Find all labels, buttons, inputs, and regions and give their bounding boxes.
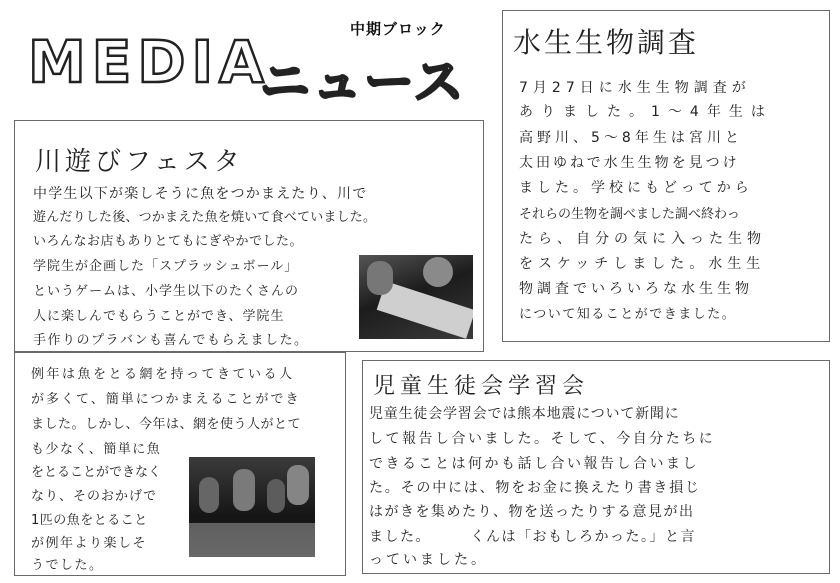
kawa-asobi-article — [14, 120, 484, 352]
fishing-photo — [189, 457, 315, 557]
kawa-asobi-line: 人に楽しんでもらうことができ、学院生 — [33, 309, 285, 324]
fishing-line: が例年より楽しそ — [31, 536, 148, 551]
jidou-line: っていました。 — [369, 552, 488, 568]
suisei-line: たら、自分の気に入った生物 — [519, 231, 766, 247]
fishing-line: も少なく、簡単に魚 — [31, 442, 162, 457]
masthead — [14, 14, 476, 110]
fishing-line: 例年は魚をとる網を持ってきている人 — [31, 367, 295, 382]
suisei-line: ました。学校にもどってから — [519, 180, 753, 196]
masthead-title-latin: MEDIA — [28, 28, 270, 96]
suisei-line: 物調査でいろいろな水生生物 — [519, 281, 753, 297]
jidou-title: 児童生徒会学習会 — [373, 374, 590, 399]
fishing-line: をとることができなく — [31, 465, 162, 480]
jidou-article — [362, 360, 830, 574]
splash-ball-photo — [359, 255, 473, 339]
kawa-asobi-line: 遊んだりした後、つかまえた魚を焼いて食べていました。 — [33, 210, 377, 225]
kawa-asobi-line: 手作りのプラバンも喜んでもらえました。 — [33, 333, 309, 348]
fishing-article — [14, 352, 346, 576]
suisei-line: 7月27日に水生生物調査が — [519, 80, 751, 96]
suisei-article — [502, 10, 830, 342]
jidou-line: できることは何かも話し合い報告し合いまし — [369, 456, 699, 472]
masthead-title-kana: ニュース — [260, 53, 466, 111]
kawa-asobi-line: いろんなお店もありとてもにぎやかでした。 — [33, 234, 304, 249]
suisei-line: をスケッチしました。水生生 — [519, 256, 766, 272]
suisei-line: 太田ゆねで水生生物を見つけ — [519, 155, 740, 171]
suisei-line: ありました。1〜4年生は — [519, 104, 773, 120]
kawa-asobi-line: 中学生以下が楽しそうに魚をつかまえたり、川で — [33, 186, 368, 202]
fishing-line: なり、そのおかげで — [31, 489, 158, 504]
jidou-line: 児童生徒会学習会では熊本地震について新聞に — [369, 406, 680, 422]
kawa-asobi-title: 川遊びフェスタ — [35, 147, 244, 177]
fishing-line: ました。しかし、今年は、網を使う人がとて — [31, 417, 302, 432]
block-label: 中期ブロック — [350, 20, 446, 38]
kawa-asobi-line: というゲームは、小学生以下のたくさんの — [33, 284, 300, 299]
fishing-line: が多くて、簡単につかまえることができ — [31, 392, 301, 407]
jidou-line: はがきを集めたり、物を送ったりする意見が出 — [369, 504, 695, 520]
kawa-asobi-line: 学院生が企画した「スプラッシュボール」 — [33, 259, 299, 274]
suisei-line: それらの生物を調べました調べ終わっ — [519, 207, 740, 222]
suisei-line: について知ることができました。 — [519, 307, 737, 322]
jidou-line: た。その中には、物をお金に換えたり書き損じ — [369, 480, 701, 496]
jidou-line: して報告し合いました。そして、今自分たちに — [369, 431, 716, 447]
suisei-line: 高野川、5〜8年生は宮川と — [519, 130, 743, 146]
fishing-line: 1匹の魚をとること — [31, 513, 148, 528]
suisei-title: 水生生物調査 — [513, 26, 700, 59]
jidou-line: ました。 くんは「おもしろかった。」と言 — [369, 529, 696, 545]
fishing-line: うでした。 — [31, 558, 104, 573]
